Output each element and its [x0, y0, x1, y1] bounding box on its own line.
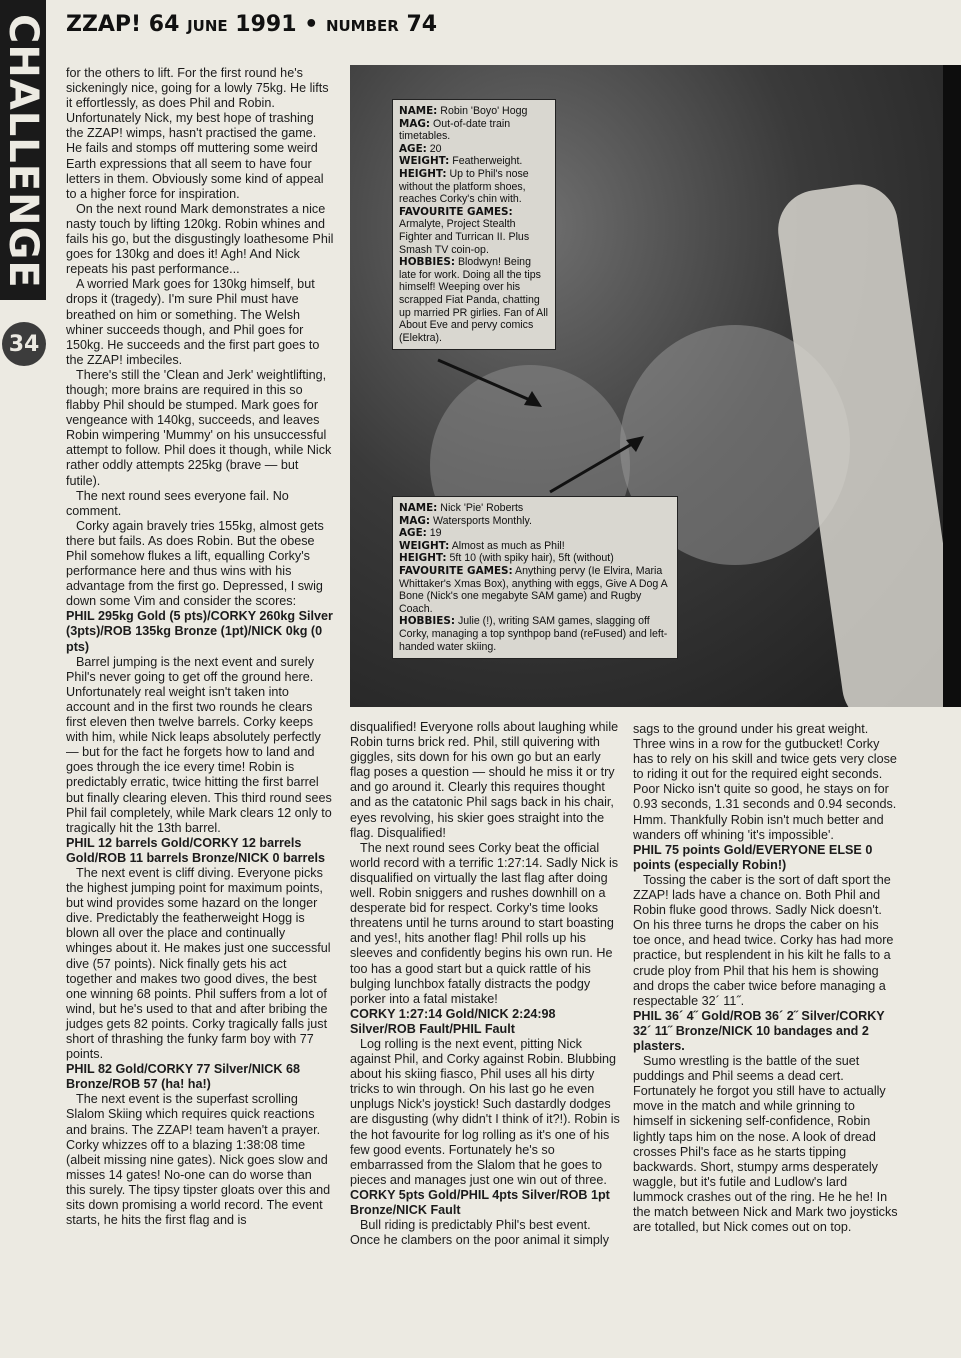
profile-games: Armalyte, Project Stealth Fighter and Turrican II. Plus Smash TV coin-op. — [399, 218, 530, 256]
result-line: PHIL 75 points Gold/EVERYONE ELSE 0 points (especially Robin!) — [633, 842, 873, 872]
issue: 64 — [148, 12, 180, 37]
article-column-1 — [66, 66, 334, 1228]
result-line: PHIL 36´ 4˝ Gold/ROB 36´ 2˝ Silver/CORKY 32´ 11˝ Bronze/NICK 10 bandages and 2 plasters. — [633, 1008, 885, 1053]
profile-games: Anything pervy (Ie Elvira, Maria Whittaker's Xmas Box), anything with eggs, Give A Dog A Bone (Nick's one megabyte SAM game) and Rugby Coach. — [399, 564, 668, 615]
label: WEIGHT: — [399, 539, 450, 552]
label: MAG: — [399, 117, 431, 130]
paragraph: There's still the 'Clean and Jerk' weightlifting, though; more brains are required in this so flabby Phil should be stumped. Mark goes for vengeance with 140kg, succeeds, and leaves Robin wimpering 'Mummy' on his unsuccessful attempt to follow. Phil does it though, while Nick rather oddly attempts 225kg (brave — but futile). — [66, 367, 332, 488]
profile-name: Nick 'Pie' Roberts — [440, 502, 524, 514]
paragraph: Corky again bravely tries 155kg, almost gets there but fails. As does Robin. But the obese Phil somehow flukes a lift, equalling Corky's performance here and thus wins with his advantage from the first go. Depressed, I swig down some Vim and consider the scores: — [66, 518, 324, 609]
result-line: PHIL 82 Gold/CORKY 77 Silver/NICK 68 Bronze/ROB 57 (ha! ha!) — [66, 1062, 300, 1092]
profile-age: 19 — [429, 527, 442, 540]
profile-height: 5ft 10 (with spiky hair), 5ft (without) — [449, 552, 614, 565]
profile-hobbies: Blodwyn! Being late for work. Doing all the tips himself! Weeping over his scrapped Fiat Panda, chatting up married PR girlies. Fan of All About Eve and pervy comics (Elektra). — [399, 256, 548, 344]
paragraph: Sumo wrestling is the battle of the suet puddings and Phil seems a dead cert. Fortunately he forgot you still have to actually move in the match and while grinning to himself in sickening self-confidence, Robin lightly taps him on the nose. A look of dread crosses Phil's face as he starts tipping backwards. Short, stumpy arms desperately waggle, but it's futile and Ludlow's lard lummock crashes out of the ring. He he he! In the match between Nick and Mark two joysticks are totalled, but Nick comes out on top. — [633, 1054, 898, 1235]
label: AGE: — [399, 527, 427, 540]
profile-name: Robin 'Boyo' Hogg — [440, 105, 528, 117]
label: WEIGHT: — [399, 155, 450, 168]
result-line: PHIL 295kg Gold (5 pts)/CORKY 260kg Silver (3pts)/ROB 135kg Bronze (1pt)/NICK 0kg (0 pts) — [66, 609, 333, 654]
paragraph: disqualified! Everyone rolls about laughing while Robin turns brick red. Phil, still quivering with giggles, sits down for his own go but an early flag poses a question — should he miss it or try and go around it. Clearly this requires thought and as the catatonic Phil sags back in his chair, eyes revolving, his skier goes straight into the flag. Disqualified! — [350, 720, 619, 840]
profile-mag: Out-of-date train timetables. — [399, 117, 511, 143]
label: HEIGHT: — [399, 552, 447, 565]
paragraph: The next event is the superfast scrolling Slalom Skiing which requires quick reactions and brains. The ZZAP! team haven't a prayer. Corky whizzes off to a blazing 1:38:08 time (albeit missing nine gates). Nick goes slow and misses 14 gates! No-one can do worse than this surely. The tipsy tipster gloats over this and sits down promising a world record. The event starts, he hits the first flag and is — [66, 1092, 331, 1228]
paragraph: sags to the ground under his great weight. Three wins in a row for the gutbucket! Corky has to rely on his skill and twice gets very close to riding it out for the required eight seconds. Poor Nicko isn't quite so good, he stays on for 0.93 seconds, 1.31 seconds and 0.94 seconds. Hmm. Thankfully Robin isn't much better and wanders off whining 'it's impossible'. — [633, 722, 897, 842]
profile-box-nick — [392, 496, 678, 659]
profile-age: 20 — [429, 142, 442, 155]
result-line: CORKY 1:27:14 Gold/NICK 2:24:98 Silver/ROB Fault/PHIL Fault — [350, 1006, 556, 1036]
paragraph: Bull riding is predictably Phil's best event. Once he clambers on the poor animal it simply — [350, 1218, 609, 1248]
result-line: PHIL 12 barrels Gold/CORKY 12 barrels Gold/ROB 11 barrels Bronze/NICK 0 barrels — [66, 835, 325, 865]
number-label: NUMBER — [325, 17, 399, 35]
paragraph: The next event is cliff diving. Everyone picks the highest jumping point for maximum points, but wind provides some hazard on the longer dive. Predictably the featherweight Hogg is blown all over the place and continually whinges about it. He makes just one successful dive (57 points). Nick finally gets his act together and makes two good dives, the best one winning 68 points. Phil suffers from a lot of wind, but he's used to that and after bribing the judges gets 82 points. Corky tragically falls just short of thrashing the funky farm boy with 77 points. — [66, 865, 331, 1062]
label: AGE: — [399, 142, 427, 155]
label: HEIGHT: — [399, 167, 447, 180]
label: HOBBIES: — [399, 256, 455, 269]
label: NAME: — [399, 502, 438, 514]
section-tab — [0, 0, 46, 300]
result-line: CORKY 5pts Gold/PHIL 4pts Silver/ROB 1pt Bronze/NICK Fault — [350, 1187, 610, 1217]
profile-hobbies: Julie (!), writing SAM games, slagging off Corky, managing a top synthpop band (reFused) and left-handed water skiing. — [399, 615, 668, 653]
label: FAVOURITE GAMES: — [399, 205, 513, 218]
year: 1991 — [235, 12, 297, 37]
profile-weight: Featherweight. — [452, 155, 523, 168]
arrow-to-nick-icon — [540, 430, 650, 500]
paragraph: Barrel jumping is the next event and surely Phil's never going to get off the ground here. Unfortunately real weight isn't taken into account and in the first two rounds he clears first eleven then twelve barrels. Corky keeps with him, while Nick leaps absolutely perfectly — but for the fact he forgets how to land and goes through the ice every time! Robin is predictably erratic, twice hitting the first barrel but finally clearing eleven. This third round sees Phil fail completely, while Mark clears 12 only to tragically hit the 13th barrel. — [66, 654, 332, 835]
label: FAVOURITE GAMES: — [399, 564, 513, 577]
paragraph: Log rolling is the next event, pitting Nick against Phil, and Corky against Robin. Blubbing about his skiing fiasco, Phil uses all his dirty tricks to win through. On his last go he even unplugs Nick's joystick! Such dastardly dodges are disgusting (why didn't I think of it?!). Robin is the hot favourite for log rolling as it's one of his few good events. Fortunately he's so embarrassed from the Slalom that he goes to pieces and manages just one win out of three. — [350, 1036, 620, 1187]
article-column-2 — [350, 720, 620, 1248]
profile-box-robin — [392, 99, 556, 350]
label: NAME: — [399, 105, 438, 117]
paragraph: The next round sees everyone fail. No comment. — [66, 488, 289, 518]
page-number-badge: 34 — [2, 322, 46, 366]
profile-weight: Almost as much as Phil! — [451, 539, 565, 552]
photo-edge — [943, 65, 961, 707]
profile-height: Up to Phil's nose without the platform shoes, reaches Corky's chin with. — [399, 167, 529, 206]
paragraph: The next round sees Corky beat the official world record with a terrific 1:27:14. Sadly Nick is disqualified on virtually the last flag after doing well. Robin sniggers and rushes downhill on a desperate bid for respect. Corky's time looks threatens until he turns around to start boasting and yes!, hits another flag! Phil rolls up his sleeves and confidently begins his own run. He too has a good start but a quick rattle of his bulging lunchbox fatally distracts the podgy porker into a fatal mistake! — [350, 840, 619, 1006]
label: MAG: — [399, 514, 431, 527]
number: 74 — [406, 12, 438, 37]
article-column-3 — [633, 722, 898, 1235]
section-tab-label: CHALLENGE — [0, 14, 46, 289]
bullet: • — [304, 12, 319, 37]
paragraph: A worried Mark goes for 130kg himself, but drops it (tragedy). I'm sure Phil must have breathed on him or something. The Welsh whiner succeeds though, and Phil goes for 150kg. He succeeds and the first part goes to the ZZAP! imbeciles. — [66, 277, 320, 367]
arrow-to-robin-icon — [430, 355, 550, 415]
paragraph: for the others to lift. For the first round he's sickeningly nice, going for a lowly 75kg. He lifts it effortlessly, as does Phil and Robin. Unfortunately Nick, my best hope of trashing the ZZAP! wimps, hasn't practised the game. He fails and stomps off muttering some weird Earth expressions that all seem to have four letters in them. Obviously some kind of appeal to a higher force for inspiration. — [66, 66, 329, 201]
month: JUNE — [187, 17, 228, 35]
paragraph: On the next round Mark demonstrates a nice nasty touch by lifting 120kg. Robin whines and fails his go, but the disgustingly loathesome Phil goes for 130kg and does it! Agh! And Nick repeats his past performance... — [66, 201, 334, 277]
brand: ZZAP! — [66, 12, 142, 37]
page-header — [66, 12, 437, 46]
paragraph: Tossing the caber is the sort of daft sport the ZZAP! lads have a chance on. Both Phil and Robin fluke good throws. Sadly Nick doesn't. On his three turns he drops the caber on his toe once, and head twice. Corky has had more practice, but resplendent in his kilt he falls to a crude ploy from Phil that his hem is showing and drops the caber twice before managing a respectable 32´ 11˝. — [633, 872, 894, 1008]
profile-mag: Watersports Monthly. — [433, 514, 532, 527]
label: HOBBIES: — [399, 615, 455, 628]
